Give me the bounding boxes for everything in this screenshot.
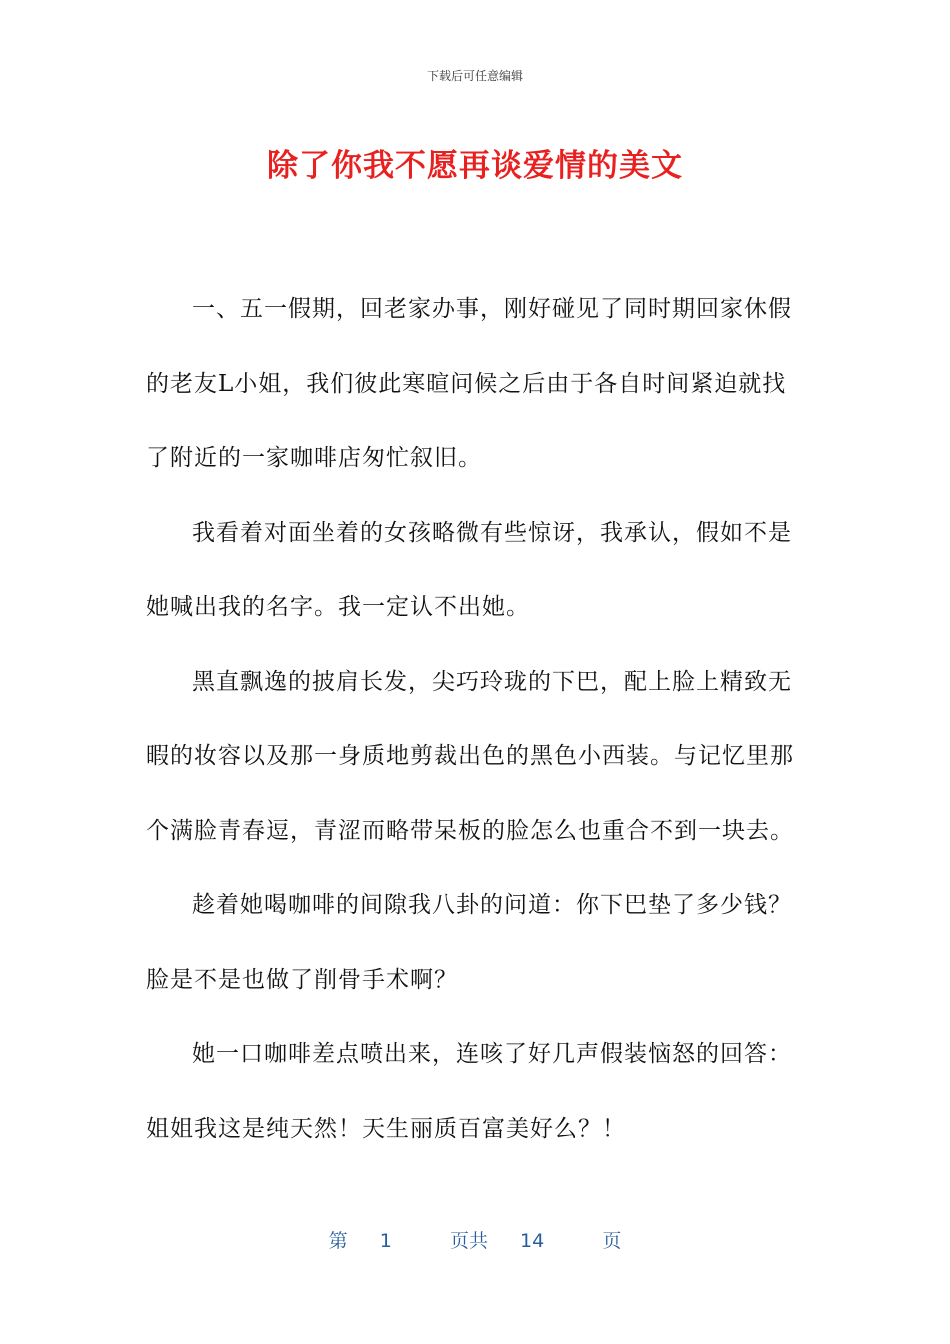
footer-middle: 页共: [449, 1230, 488, 1252]
paragraph-4: 趁着她喝咖啡的间隙我八卦的问道：你下巴垫了多少钱？脸是不是也做了削骨手术啊？: [146, 892, 792, 993]
document-title: 除了你我不愿再谈爱情的美文: [267, 148, 683, 184]
footer-suffix: 页: [602, 1230, 622, 1252]
page-footer: [0, 1226, 950, 1253]
footer-page-number: 1: [379, 1230, 392, 1252]
document-body: [146, 272, 796, 1166]
footer-prefix: 第: [328, 1230, 348, 1252]
paragraph-5: 她一口咖啡差点喷出来，连咳了好几声假装恼怒的回答：姐姐我这是纯天然！天生丽质百富美好么？！: [146, 1041, 792, 1142]
paragraph-1: 一、五一假期，回老家办事，刚好碰见了同时期回家休假的老友L小姐，我们彼此寒暄问候之后由于各自时间紧迫就找了附近的一家咖啡店匆忙叙旧。: [146, 296, 792, 471]
header-note: 下载后可任意编辑: [426, 69, 523, 83]
paragraph-2: 我看着对面坐着的女孩略微有些惊讶，我承认，假如不是她喊出我的名字。我一定认不出她。: [146, 519, 792, 620]
paragraph-3: 黑直飘逸的披肩长发，尖巧玲珑的下巴，配上脸上精致无暇的妆容以及那一身质地剪裁出色的黑色小西装。与记忆里那个满脸青春逗，青涩而略带呆板的脸怎么也重合不到一块去。: [146, 668, 794, 844]
footer-total-pages: 14: [520, 1230, 545, 1252]
